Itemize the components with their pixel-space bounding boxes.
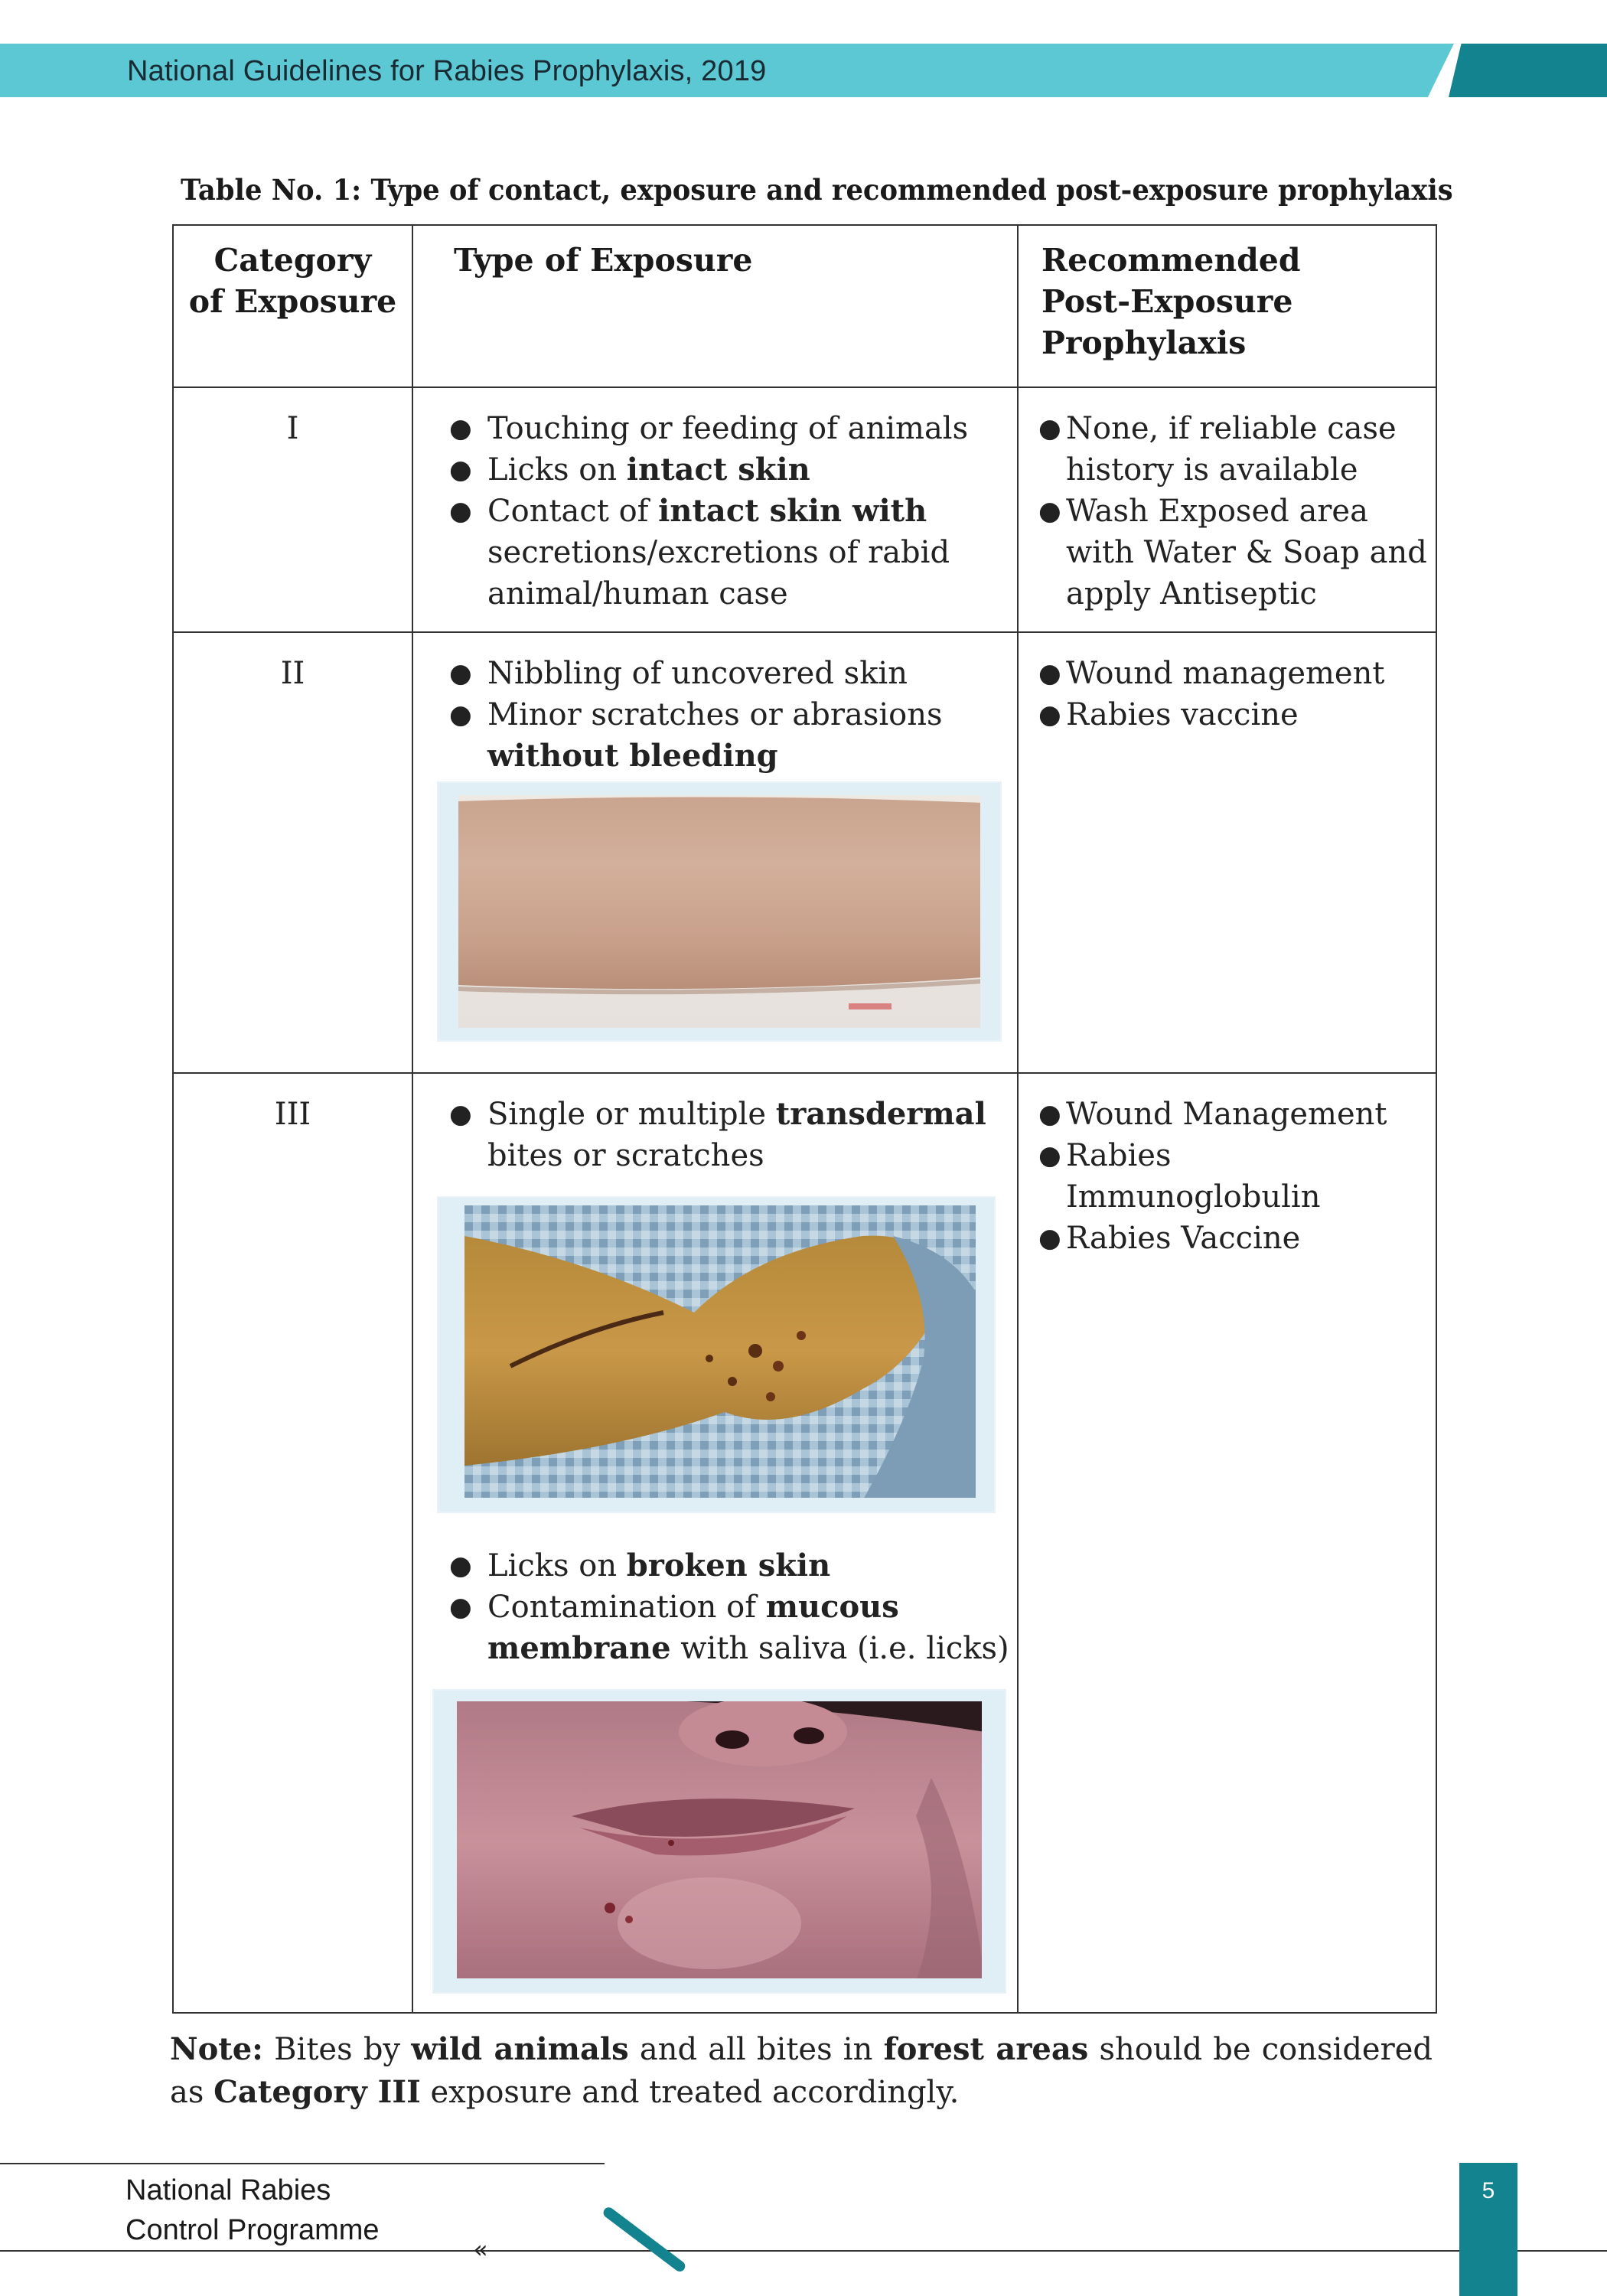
bullet-icon: ●	[449, 496, 472, 527]
pep-cell-iii	[1035, 1094, 1433, 1259]
bullet-icon: ●	[449, 658, 472, 689]
header-recommended-pep	[1041, 240, 1301, 364]
category-cell-ii: II	[280, 656, 305, 691]
bullet-icon: ●	[1038, 658, 1061, 689]
bullet-icon: ●	[1038, 1223, 1061, 1254]
footer-slash-accent	[601, 2205, 687, 2273]
bullet-icon: ●	[1038, 496, 1061, 527]
list-item	[443, 1587, 1009, 1669]
footer-line1: National Rabies	[125, 2174, 331, 2206]
arm-photo-image	[464, 1205, 976, 1498]
footer-line2: Control Programme	[125, 2214, 380, 2246]
face-lip-wound-photo	[432, 1689, 1006, 1994]
list-item	[443, 491, 1009, 615]
header-pep-line2: Post-Exposure	[1041, 283, 1293, 320]
list-item	[1035, 1218, 1433, 1259]
list-item	[443, 694, 1009, 777]
table-note	[170, 2028, 1433, 2114]
exposure-text: Licks on	[487, 452, 627, 488]
note-text: and all bites in	[628, 2032, 884, 2067]
list-item	[443, 1094, 1009, 1176]
bullet-icon: ●	[1038, 1099, 1061, 1130]
exposure-text: with saliva (i.e. licks)	[670, 1631, 1009, 1666]
exposure-emphasis: intact skin with	[658, 493, 927, 529]
page-number: 5	[1482, 2178, 1495, 2203]
arm-bite-illustration	[464, 1205, 976, 1498]
pep-text: Rabies vaccine	[1066, 697, 1299, 732]
column-divider	[1017, 226, 1019, 2012]
header-type-of-exposure: Type of Exposure	[454, 242, 753, 279]
header-category-line1: Category	[214, 242, 372, 279]
exposure-emphasis: transdermal	[775, 1096, 986, 1132]
bullet-icon: ●	[449, 700, 472, 730]
exposure-text: Nibbling of uncovered skin	[487, 656, 908, 691]
exposure-emphasis: mucous membrane	[487, 1589, 899, 1666]
exposure-text: secretions/excretions of rabid animal/human case	[487, 535, 950, 612]
chevron-left-icon: «	[473, 2235, 488, 2264]
note-emphasis: wild animals	[411, 2031, 629, 2067]
header-pep-line1: Recommended	[1041, 242, 1301, 279]
footer-rule	[0, 2163, 605, 2164]
bullet-icon: ●	[1038, 413, 1061, 444]
row-divider	[174, 1072, 1436, 1074]
note-text: exposure and treated accordingly.	[420, 2075, 960, 2110]
exposure-text: Contact of	[487, 494, 659, 529]
exposure-text: Licks on	[487, 1548, 627, 1583]
pep-text: Wound management	[1066, 656, 1385, 691]
pep-text: None, if reliable case history is available	[1066, 411, 1397, 488]
exposure-cell-iii-b	[443, 1545, 1009, 1669]
pep-text: Wash Exposed area with Water & Soap and apply Antiseptic	[1066, 494, 1427, 612]
forearm-skin-photo	[437, 781, 1002, 1042]
bullet-icon: ●	[449, 1551, 472, 1581]
list-item	[1035, 1135, 1433, 1218]
list-item	[443, 1545, 1009, 1587]
header-category	[174, 240, 412, 322]
header-accent-block	[1449, 44, 1607, 97]
pep-cell-ii	[1035, 653, 1433, 735]
bullet-icon: ●	[449, 413, 472, 444]
footer-programme-name	[125, 2170, 380, 2250]
bullet-icon: ●	[1038, 700, 1061, 730]
note-label: Note:	[170, 2031, 263, 2067]
face-photo-image	[457, 1701, 982, 1978]
exposure-text: Touching or feeding of animals	[487, 411, 969, 446]
arm-bite-wound-photo	[437, 1196, 996, 1513]
exposure-text: bites or scratches	[487, 1138, 764, 1173]
list-item	[1035, 653, 1433, 694]
bullet-icon: ●	[449, 1592, 472, 1623]
exposure-emphasis: broken skin	[626, 1548, 831, 1583]
exposure-cell-ii	[443, 653, 1009, 777]
note-text: Bites by	[262, 2032, 412, 2067]
note-text: should be considered as	[170, 2032, 1433, 2110]
row-divider	[174, 386, 1436, 388]
bullet-icon: ●	[449, 455, 472, 485]
row-divider	[174, 631, 1436, 633]
note-emphasis: forest areas	[883, 2031, 1089, 2067]
list-item	[443, 408, 1009, 449]
face-lip-illustration	[457, 1701, 982, 1978]
note-emphasis: Category III	[214, 2074, 421, 2110]
forearm-photo-image	[458, 795, 980, 1028]
exposure-emphasis: without bleeding	[487, 738, 778, 774]
pep-text: Rabies Immunoglobulin	[1066, 1138, 1321, 1215]
header-pep-line3: Prophylaxis	[1041, 325, 1247, 361]
running-header-title: National Guidelines for Rabies Prophylaxis, 2019	[127, 55, 767, 87]
exposure-text: Minor scratches or abrasions	[487, 697, 943, 732]
column-divider	[412, 226, 413, 2012]
list-item	[1035, 694, 1433, 735]
exposure-text: Single or multiple	[487, 1097, 776, 1132]
list-item	[443, 653, 1009, 694]
pep-text: Wound Management	[1066, 1097, 1387, 1132]
category-cell-iii: III	[274, 1097, 311, 1132]
exposure-emphasis: intact skin	[626, 452, 810, 488]
exposure-text: Contamination of	[487, 1590, 766, 1625]
category-cell-i: I	[286, 411, 299, 446]
header-category-line2: of Exposure	[188, 283, 397, 320]
pep-cell-i	[1035, 408, 1433, 615]
bullet-icon: ●	[449, 1099, 472, 1130]
exposure-cell-iii-a	[443, 1094, 1009, 1176]
list-item	[443, 449, 1009, 491]
footer-rule	[0, 2250, 689, 2252]
forearm-skin-illustration	[458, 795, 980, 1028]
list-item	[1035, 1094, 1433, 1135]
exposure-cell-i	[443, 408, 1009, 615]
table-caption: Table No. 1: Type of contact, exposure and recommended post-exposure prophylaxis	[181, 173, 1453, 207]
list-item	[1035, 491, 1433, 615]
list-item	[1035, 408, 1433, 491]
pep-text: Rabies Vaccine	[1066, 1221, 1301, 1256]
exposure-table	[172, 224, 1437, 2014]
bullet-icon: ●	[1038, 1140, 1061, 1171]
